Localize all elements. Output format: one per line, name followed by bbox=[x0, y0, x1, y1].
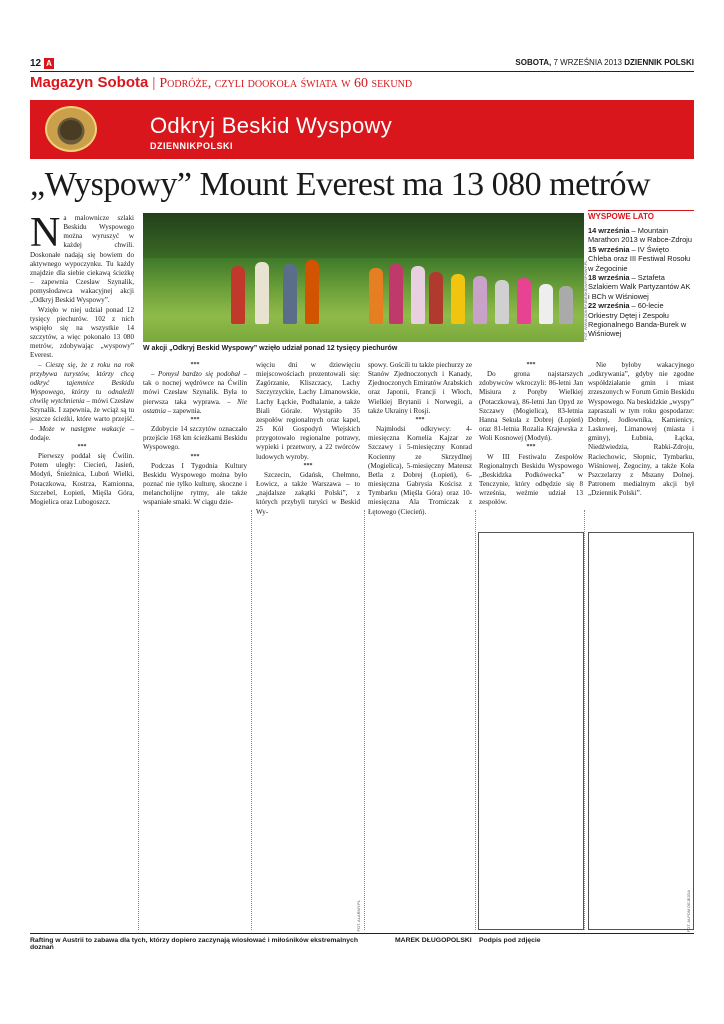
section-heading bbox=[30, 74, 694, 94]
sidebar-title: WYSPOWE LATO bbox=[588, 210, 694, 221]
article-column-3: więciu dni w dziewięciu miejscowościach prezentowali się: Zagórzanie, Kliszczacy, Lachy Szczyrzyckie, Lachy Limanowskie, Lachy Łąckie, Podhalanie, a także Biali Górale. Wystąpiło 35 zespołów regionalnych oraz kapel, 25 Kół Gospodyń Wiejskich przygotowało regionalne potrawy, wypieki i przetwory, a 22 twórców ludowych wyroby. *** Szczecin, Gdańsk, Chełmno, Łowicz, a także Warszawa – to „najdalsze zakątki Polski”, z których przybyli turyści w Beskid Wy- bbox=[256, 361, 360, 516]
article-column-2: *** – Pomysł bardzo się podobał – tak o nocnej wędrówce na Ćwilin mówi Czesław Szynalik. Była to pierwsza taka wyprawa. – Nie ostatnia – zapewnia. *** Zdobycie 14 szczytów oznaczało przejście 168 km ścieżkami Beskidu Wyspowego. *** Podczas I Tygodnia Kultury Beskidu Wyspowego można było poznać nie tylko kulturę, skoczne i melancholijne rytmy, ale także wspaniałe smaki. W ciągu dzie- bbox=[143, 362, 248, 507]
column-divider bbox=[584, 510, 585, 930]
photo-credit-right: FOT. ALFOM DEJEJDA bbox=[686, 890, 691, 933]
photo-caption: W akcji „Odkryj Beskid Wyspowy” wzięło udział ponad 12 tysięcy piechurów bbox=[143, 345, 398, 352]
page-number: 12 bbox=[30, 58, 42, 69]
rafting-caption: Rafting w Austrii to zabawa dla tych, którzy dopiero zaczynają wiosłować i miłośników ekstremalnych doznań bbox=[30, 937, 358, 951]
event-item: 22 września – 60-lecie Orkiestry Dętej i Zespołu Regionalnego Banda-Burek w Wiśniowej bbox=[588, 301, 687, 339]
page-header bbox=[30, 58, 694, 70]
beskid-emblem-icon bbox=[45, 106, 97, 152]
newspaper-logo-icon: A bbox=[44, 58, 54, 69]
banner-title: Odkryj Beskid Wyspowy bbox=[150, 113, 393, 138]
photo-credit: FOT. WWW.ODKRYJBESKIDWYSPOWY.PL bbox=[583, 260, 588, 340]
photo-placeholder bbox=[478, 532, 584, 930]
campaign-banner bbox=[30, 100, 694, 159]
header-rule bbox=[30, 71, 694, 72]
article-column-5: *** Do grona najstarszych zdobywców wkroczyli: 86-letni Jan Misiura z Poręby Wielkiej (Potaczkowa), 86-letni Jan Opyd ze Szczawy (Mogielica), 83-letnia Hanna Sekuła z Dobrej (Łopień) oraz 81-letnia Rozalia Krajewska z Woli Kosnowej (Modyń). *** W III Festiwalu Zespołów Regionalnych Beskidu Wyspowego „Beskidzka Podkówecka” w Tenczynie, który odbędzie się 8 września, weźmie udział 13 zespołów. bbox=[479, 362, 583, 507]
photo-caption-placeholder: Podpis pod zdjęcie bbox=[479, 937, 541, 944]
section-name: Magazyn Sobota bbox=[30, 74, 149, 91]
author-byline: MAREK DŁUGOPOLSKI bbox=[395, 937, 472, 944]
bottom-rule bbox=[30, 933, 694, 934]
dateline: SOBOTA, 7 WRZEŚNIA 2013 DZIENNIK POLSKI bbox=[515, 58, 694, 67]
column-divider bbox=[364, 510, 365, 930]
article-column-4: spowy. Gościli tu także piechurzy ze Stanów Zjednoczonych i Kanady, Zjednoczonych Emiratów Arabskich oraz Japonii, Francji i Włoch, Wielkiej Brytanii i Norwegii, a także Ukrainy i Rosji. *** Najmłodsi odkrywcy: 4-miesięczna Kornelia Kajzar ze Szczawy i 5-miesięczny Konrad Kocienny ze Skrzydlnej (Mogielica), 5-miesięczny Mateusz Betla z Dobrej (Łopień), 6-miesięczna Gabrysia Kościsz z Tymbarku (Mięśla Góra) oraz 10-miesięczna Ala Tromiczak z Łętowego (Ciecień). bbox=[368, 361, 473, 516]
photo-credit-left: FOT. ALARMY.PL bbox=[356, 900, 361, 932]
events-list bbox=[588, 226, 694, 339]
drop-cap: N bbox=[30, 210, 61, 256]
article-headline: „Wyspowy” Mount Everest ma 13 080 metrów bbox=[30, 166, 651, 203]
column-divider bbox=[251, 510, 252, 930]
photo-placeholder bbox=[588, 532, 694, 933]
article-column-1: Na malownicze szlaki Beskidu Wyspowego można wyruszyć w każdej chwili. Doskonałe nadają się bowiem do aktywnego wypoczynku. Tu każdy znajdzie dla siebie ciekawą ścieżkę – zapewnia Czesław Szynalik, pomysłodawca wakacyjnej akcji „Odkryj Beskid Wyspowy”. Wzięło w niej udział ponad 12 tysięcy piechurów. 102 z nich wspięło się na wszystkie 14 szczytów, a więc pokonało 13 080 metrów, zdobywając „wyspowy” Everest. – Cieszę się, że z roku na rok przybywa turystów, którzy chcą odkryć tajemnice Beskidu Wyspowego, którzy tu odnaleźli chwilę wytchnienia – mówi Czesław Szynalik. I zapewnia, że wciąż są tu jeszcze ścieżki, które warto przejść. – Może w następne wakacje – dodaje. *** Pierwszy poddał się Ćwilin. Potem uległy: Ciecień, Jasień, Modyń, Śnieżnica, Luboń Wielki, Potaczkowa, Kostrza, Kamionna, Szczebel, Łopień, Mięśla Góra, Mogielica oraz Lubogoszcz. bbox=[30, 210, 134, 506]
event-item: 15 września – IV Święto Chleba oraz III Festiwal Rosołu w Żegocinie bbox=[588, 244, 691, 273]
event-item: 14 września – Mountain Marathon 2013 w Rabce-Zdroju bbox=[588, 226, 692, 245]
banner-brand: DZIENNIKPOLSKI bbox=[150, 141, 234, 151]
section-subtitle: Podróże, czyli dookoła świata w 60 sekund bbox=[159, 76, 413, 91]
column-divider bbox=[475, 510, 476, 930]
article-column-6: Nie byłoby wakacyjnego „odkrywania”, gdyby nie zgodne współdziałanie gmin i miast zrzeszonych w Forum Gmin Beskidu Wyspowego. Na beskidzkie „wyspy” zapraszali w tym roku gospodarze: Dobrej, Jodłownika, Kamienicy, Laskowej, Limanowej (miasta i gminy), Łubnia, Łącka, Niedźwiedzia, Rabki-Zdroju, Raciechowic, Słopnic, Tymbarku, Wiśniowej, Żegociny, a także Koła Pszczelarzy z Mszany Dolnej. Patronem medialnym akcji był „Dziennik Polski”. bbox=[588, 361, 694, 498]
column-divider bbox=[138, 510, 139, 930]
section-separator: | bbox=[152, 75, 156, 91]
event-item: 18 września – Sztafeta Szlakiem Walk Partyzantów AK i BCh w Wiśniowej bbox=[588, 273, 691, 301]
hikers-photo bbox=[143, 213, 584, 342]
